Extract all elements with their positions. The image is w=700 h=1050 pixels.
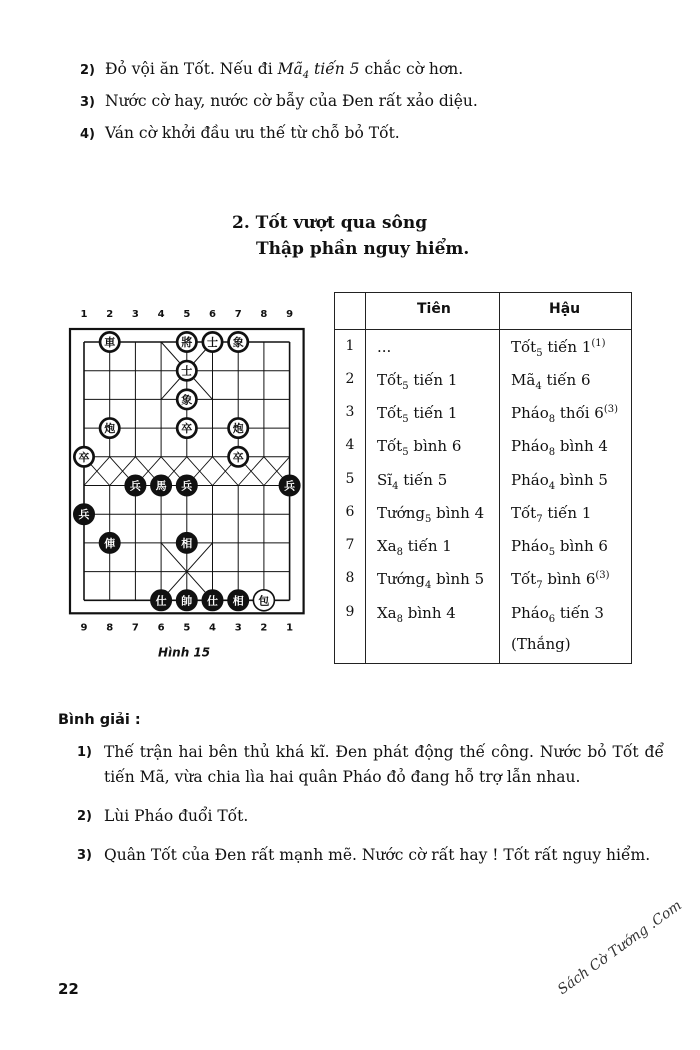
file-number-bottom: 5: [183, 622, 191, 634]
move-piece: Pháo: [511, 437, 549, 455]
move-file: 8: [396, 547, 403, 558]
move-action: bình 6: [408, 437, 462, 455]
xiangqi-board: [60, 300, 310, 680]
table-row: [335, 471, 631, 503]
move-action: bình 5: [555, 471, 608, 489]
move-action: thối 6: [555, 404, 604, 422]
file-number-top: 7: [234, 309, 242, 320]
move-piece: Tốt: [511, 504, 537, 522]
piece: [228, 418, 249, 439]
piece: [151, 475, 172, 496]
commentary-heading: Bình giải :: [58, 712, 141, 728]
move-piece: Tốt: [377, 371, 403, 389]
piece-glyph: 卒: [78, 450, 90, 464]
piece-glyph: 帥: [181, 594, 193, 608]
result-text: (Thắng): [511, 635, 571, 653]
piece-glyph: 卒: [181, 422, 193, 436]
tien-move: [377, 570, 484, 591]
move-number: 6: [345, 504, 355, 520]
piece: [176, 332, 197, 353]
move-file: 5: [402, 414, 409, 425]
header-tien: Tiên: [417, 301, 451, 317]
move-piece: Tốt: [377, 437, 403, 455]
piece-glyph: 俥: [104, 536, 116, 550]
tien-move: [377, 471, 447, 492]
move-file: 7: [536, 580, 543, 591]
table-row: [335, 437, 631, 469]
piece-glyph: 兵: [284, 479, 296, 493]
piece: [202, 590, 223, 611]
table-row: [335, 504, 631, 536]
move-piece: Pháo: [511, 604, 549, 622]
page-number: 22: [58, 980, 79, 998]
piece: [279, 475, 300, 496]
file-number-bottom: 8: [106, 622, 114, 634]
move-number: 1: [345, 338, 355, 354]
piece-glyph: 象: [181, 393, 193, 407]
section-title-line2: Thập phần nguy hiểm.: [256, 239, 470, 259]
tien-move: [377, 371, 457, 392]
move-action: tiến 5: [398, 471, 448, 489]
file-number-bottom: 1: [286, 622, 294, 634]
move-file: 4: [548, 481, 556, 492]
move-file: 4: [535, 381, 542, 392]
piece-glyph: 象: [232, 336, 244, 349]
piece-glyph: 車: [104, 336, 116, 349]
piece: [99, 418, 120, 439]
table-header: [335, 293, 631, 330]
file-number-bottom: 6: [157, 622, 165, 634]
piece: [176, 389, 197, 410]
file-number-top: 4: [157, 309, 165, 320]
piece-glyph: 卒: [232, 450, 244, 464]
hau-move: [511, 504, 591, 525]
move-piece: Tốt: [511, 338, 537, 356]
move-action: tiến 1: [403, 537, 452, 555]
file-number-bottom: 4: [209, 622, 216, 634]
piece-glyph: 士: [207, 336, 218, 349]
move-action: tiến 3: [555, 604, 604, 622]
piece-glyph: 馬: [155, 479, 167, 493]
piece-glyph: 炮: [232, 422, 244, 436]
table-row: [335, 570, 631, 602]
piece-glyph: 相: [232, 594, 244, 608]
note-3: 3) Nước cờ hay, nước cờ bẫy của Đen rất xảo diệu.: [80, 88, 660, 120]
table-row: [335, 604, 631, 636]
move-piece: Pháo: [511, 537, 549, 555]
table-row: [335, 404, 631, 436]
move-number: 2: [345, 371, 355, 387]
piece: [74, 504, 95, 525]
move-piece: Xa: [377, 604, 397, 622]
piece: [176, 418, 197, 439]
file-number-bottom: 7: [131, 622, 139, 634]
file-number-bottom: 3: [234, 622, 242, 634]
piece: [176, 475, 197, 496]
move-number: 7: [345, 537, 355, 553]
move-file: 4: [424, 580, 432, 591]
piece: [99, 532, 120, 553]
move-action: tiến 1: [408, 404, 458, 422]
commentary-item-3: 3) Quân Tốt của Đen rất mạnh mẽ. Nước cờ rất hay ! Tốt rất nguy hiểm.: [104, 843, 664, 868]
piece: [202, 332, 223, 353]
move-number: 5: [345, 471, 355, 487]
table-row: [335, 338, 631, 370]
piece: [74, 446, 95, 467]
tien-move: [377, 437, 461, 458]
file-number-bottom: 9: [80, 622, 88, 634]
hau-move: [511, 404, 618, 425]
move-action: bình 6: [555, 537, 608, 555]
move-file: 5: [402, 447, 409, 458]
result-row: [335, 635, 631, 667]
move-action: bình 4: [403, 604, 456, 622]
piece: [99, 332, 120, 353]
commentary-number: 1): [77, 745, 92, 760]
piece-glyph: 兵: [78, 508, 90, 522]
move-file: 5: [548, 547, 556, 558]
move-piece: Tướng: [377, 504, 425, 522]
hau-move: [511, 437, 608, 458]
piece-glyph: 將: [181, 336, 193, 349]
piece-glyph: 兵: [181, 479, 193, 493]
move-file: 4: [392, 481, 399, 492]
hau-move: [511, 371, 590, 392]
move-piece: Mã: [511, 371, 536, 389]
piece-glyph: 士: [181, 364, 193, 378]
commentary-number: 2): [77, 809, 92, 824]
move-action: tiến 1: [408, 371, 458, 389]
move-piece: Pháo: [511, 404, 549, 422]
board-diagram: [60, 300, 310, 680]
piece-glyph: 仕: [155, 594, 167, 608]
move-file: 8: [396, 614, 403, 625]
watermark: Sách Cờ Tướng .Com: [555, 897, 685, 998]
piece: [151, 590, 172, 611]
hau-move: [511, 604, 604, 625]
hau-move: [511, 570, 610, 591]
file-number-top: 2: [106, 309, 114, 320]
move-piece: Pháo: [511, 471, 549, 489]
move-action: tiến 1: [542, 338, 592, 356]
piece: [228, 332, 249, 353]
move-file: 5: [424, 514, 432, 525]
file-number-top: 1: [80, 309, 88, 320]
top-notes: [80, 56, 660, 152]
section-title-line1: 2. Tốt vượt qua sông: [232, 213, 428, 233]
file-number-bottom: 2: [260, 622, 268, 634]
hau-move: [511, 338, 606, 359]
move-file: 6: [548, 614, 556, 625]
move-number: 3: [345, 404, 355, 420]
file-number-top: 8: [260, 309, 268, 320]
moves-table: [334, 292, 632, 664]
commentary-item-1: 1) Thế trận hai bên thủ khá kĩ. Đen phát động thế công. Nước bỏ Tốt để tiến Mã, vừa chia lìa hai quân Pháo đỏ đang hỗ trợ lẫn nhau.: [104, 740, 664, 790]
move-action: bình 5: [431, 570, 485, 588]
file-number-top: 5: [183, 309, 191, 320]
piece: [228, 590, 249, 611]
move-piece: Tốt: [511, 570, 537, 588]
move-action: bình 4: [431, 504, 485, 522]
piece: [176, 360, 197, 381]
table-row: [335, 537, 631, 569]
commentary-number: 3): [77, 848, 92, 863]
move-action: bình 4: [555, 437, 608, 455]
piece-glyph: 仕: [207, 594, 218, 608]
piece: [253, 590, 274, 611]
move-piece: ...: [377, 338, 392, 356]
move-annotation: (3): [595, 570, 610, 581]
piece-glyph: 炮: [104, 422, 116, 436]
tien-move: [377, 537, 452, 558]
move-piece: Tướng: [377, 570, 425, 588]
commentary-list: [77, 740, 664, 868]
move-number: 9: [345, 604, 355, 620]
move-piece: Sĩ: [377, 471, 393, 489]
move-file: 5: [536, 348, 543, 359]
move-file: 5: [402, 381, 409, 392]
file-number-top: 3: [131, 309, 139, 320]
note-number: 4): [80, 127, 95, 142]
move-file: 8: [548, 414, 556, 425]
move-piece: Tốt: [377, 404, 403, 422]
note-2: 2) Đỏ vội ăn Tốt. Nếu đi $Mã_4$ tiến 5 chắc cờ hơn.: [80, 56, 660, 88]
tien-move: [377, 604, 456, 625]
section-title: [232, 210, 469, 262]
move-number: 8: [345, 570, 355, 586]
move-action: tiến 1: [542, 504, 592, 522]
hau-move: [511, 471, 608, 492]
piece: [176, 590, 197, 611]
note-number: 3): [80, 95, 95, 110]
piece: [176, 532, 197, 553]
piece-glyph: 包: [258, 594, 270, 608]
tien-move: [377, 404, 457, 425]
move-annotation: (1): [591, 338, 606, 349]
tien-move: [377, 338, 391, 356]
board-caption: Hình 15: [158, 645, 211, 660]
table-row: [335, 371, 631, 403]
piece: [125, 475, 146, 496]
note-number: 2): [80, 63, 95, 78]
piece: [228, 446, 249, 467]
move-annotation: (3): [603, 404, 619, 415]
piece-glyph: 相: [181, 536, 193, 550]
move-action: bình 6: [542, 570, 596, 588]
move-piece: Xa: [377, 537, 397, 555]
tien-move: [377, 504, 484, 525]
header-hau: Hậu: [549, 301, 581, 317]
move-file: 8: [548, 447, 556, 458]
file-number-top: 6: [209, 309, 216, 320]
note-4: 4) Ván cờ khởi đầu ưu thế từ chỗ bỏ Tốt.: [80, 120, 660, 152]
piece-glyph: 兵: [129, 479, 141, 493]
move-file: 7: [536, 514, 543, 525]
move-number: 4: [345, 437, 355, 453]
hau-move: [511, 537, 608, 558]
commentary-item-2: 2) Lùi Pháo đuổi Tốt.: [104, 804, 664, 829]
file-number-top: 9: [286, 309, 294, 320]
move-action: tiến 6: [541, 371, 591, 389]
